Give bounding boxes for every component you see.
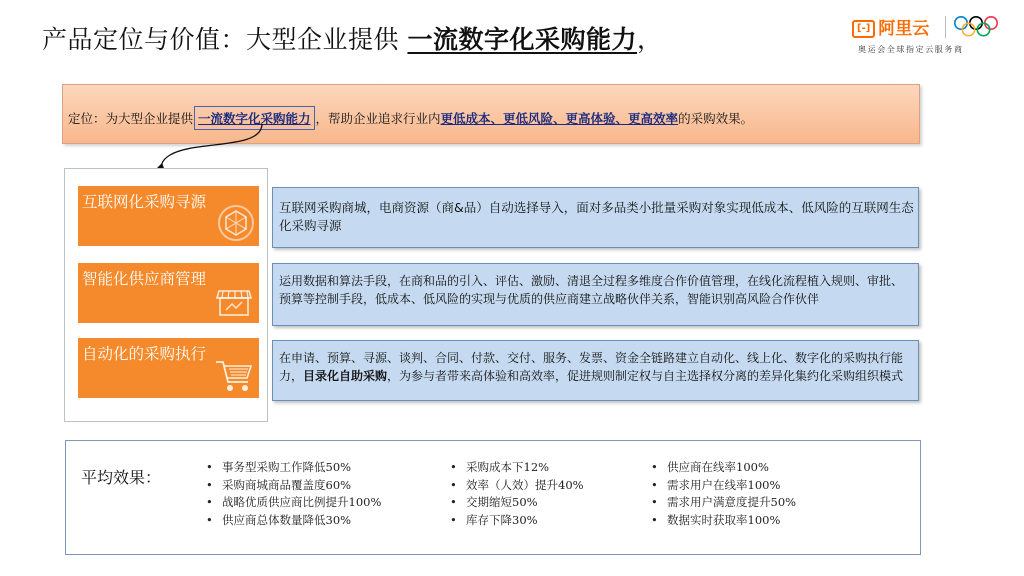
description-procurement-execution [272, 340, 919, 401]
positioning-suffix: 的采购效果。 [678, 111, 754, 126]
category-supplier-management [78, 263, 259, 323]
positioning-highlight: 一流数字化采购能力 [198, 111, 311, 126]
title-prefix: 产品定位与价值：大型企业提供 [42, 25, 408, 54]
category-label: 智能化供应商管理 [82, 270, 207, 288]
effect-item: • 战略优质供应商比例提升100% [206, 494, 381, 512]
cube-icon [213, 204, 255, 242]
title-highlight: 一流数字化采购能力 [407, 25, 637, 54]
description-text [279, 349, 914, 385]
effect-item: • 采购成本下12% [450, 459, 584, 477]
average-effects-box [65, 440, 921, 555]
description-text-before: 在申请、预算、寻源、谈判、合同、付款、交付、服务、发票、资金全链路建立自动化、线上化、数字化的采购执行能力， [279, 351, 904, 383]
description-text: 运用数据和算法手段，在商和品的引入、评估、激励、清退全过程多维度合作价值管理，在线化流程植入规则、审批、预算等控制手段，低成本、低风险的实现与优质的供应商建立战略伙伴关系，智能识别高风险合作伙伴 [279, 274, 904, 306]
category-label: 互联网化采购寻源 [82, 193, 207, 211]
effect-item: • 库存下降30% [450, 512, 584, 530]
category-label: 自动化的采购执行 [82, 345, 207, 363]
description-supplier-management [272, 263, 919, 326]
description-sourcing [272, 187, 919, 248]
effect-item: • 需求用户在线率100% [651, 477, 796, 495]
effects-column-1 [206, 459, 381, 529]
category-sourcing [78, 186, 259, 246]
positioning-prefix: 定位：为大型企业提供 [68, 111, 194, 126]
aliyun-mark-icon: [-] [852, 20, 875, 38]
effect-item: • 数据实时获取率100% [651, 512, 796, 530]
logo-tagline: 奥运会全球指定云服务商 [858, 45, 964, 54]
description-text: 互联网采购商城，电商资源（商&品）自动选择导入，面对多品类小批量采购对象实现低成本、低风险的互联网生态化采购寻源 [279, 200, 914, 233]
title-suffix: ， [636, 25, 663, 54]
effects-heading: 平均效果： [81, 468, 162, 487]
positioning-goals: 更低成本、更低风险、更高体验、更高效率 [440, 111, 679, 126]
effect-item: • 供应商在线率100% [651, 459, 796, 477]
effect-item: • 需求用户满意度提升50% [651, 494, 796, 512]
category-procurement-execution [78, 338, 259, 398]
effect-item: • 事务型采购工作降低50% [206, 459, 381, 477]
description-text-after: ，为参与者带来高体验和高效率，促进规则制定权与自主选择权分离的差异化集约化采购组织模式 [387, 369, 904, 383]
brand-name: 阿里云 [878, 19, 930, 39]
description-text-bold: 目录化自助采购 [303, 369, 388, 383]
effect-item: • 采购商城商品覆盖度60% [206, 477, 381, 495]
storefront-icon [213, 281, 255, 319]
effect-item: • 交期缩短50% [450, 494, 584, 512]
positioning-middle: ，帮助企业追求行业内 [315, 111, 441, 126]
effect-item: • 供应商总体数量降低30% [206, 512, 381, 530]
effect-item: • 效率（人效）提升40% [450, 477, 584, 495]
effects-column-3 [651, 459, 796, 529]
effects-column-2 [450, 459, 584, 529]
shopping-cart-icon [213, 356, 255, 394]
